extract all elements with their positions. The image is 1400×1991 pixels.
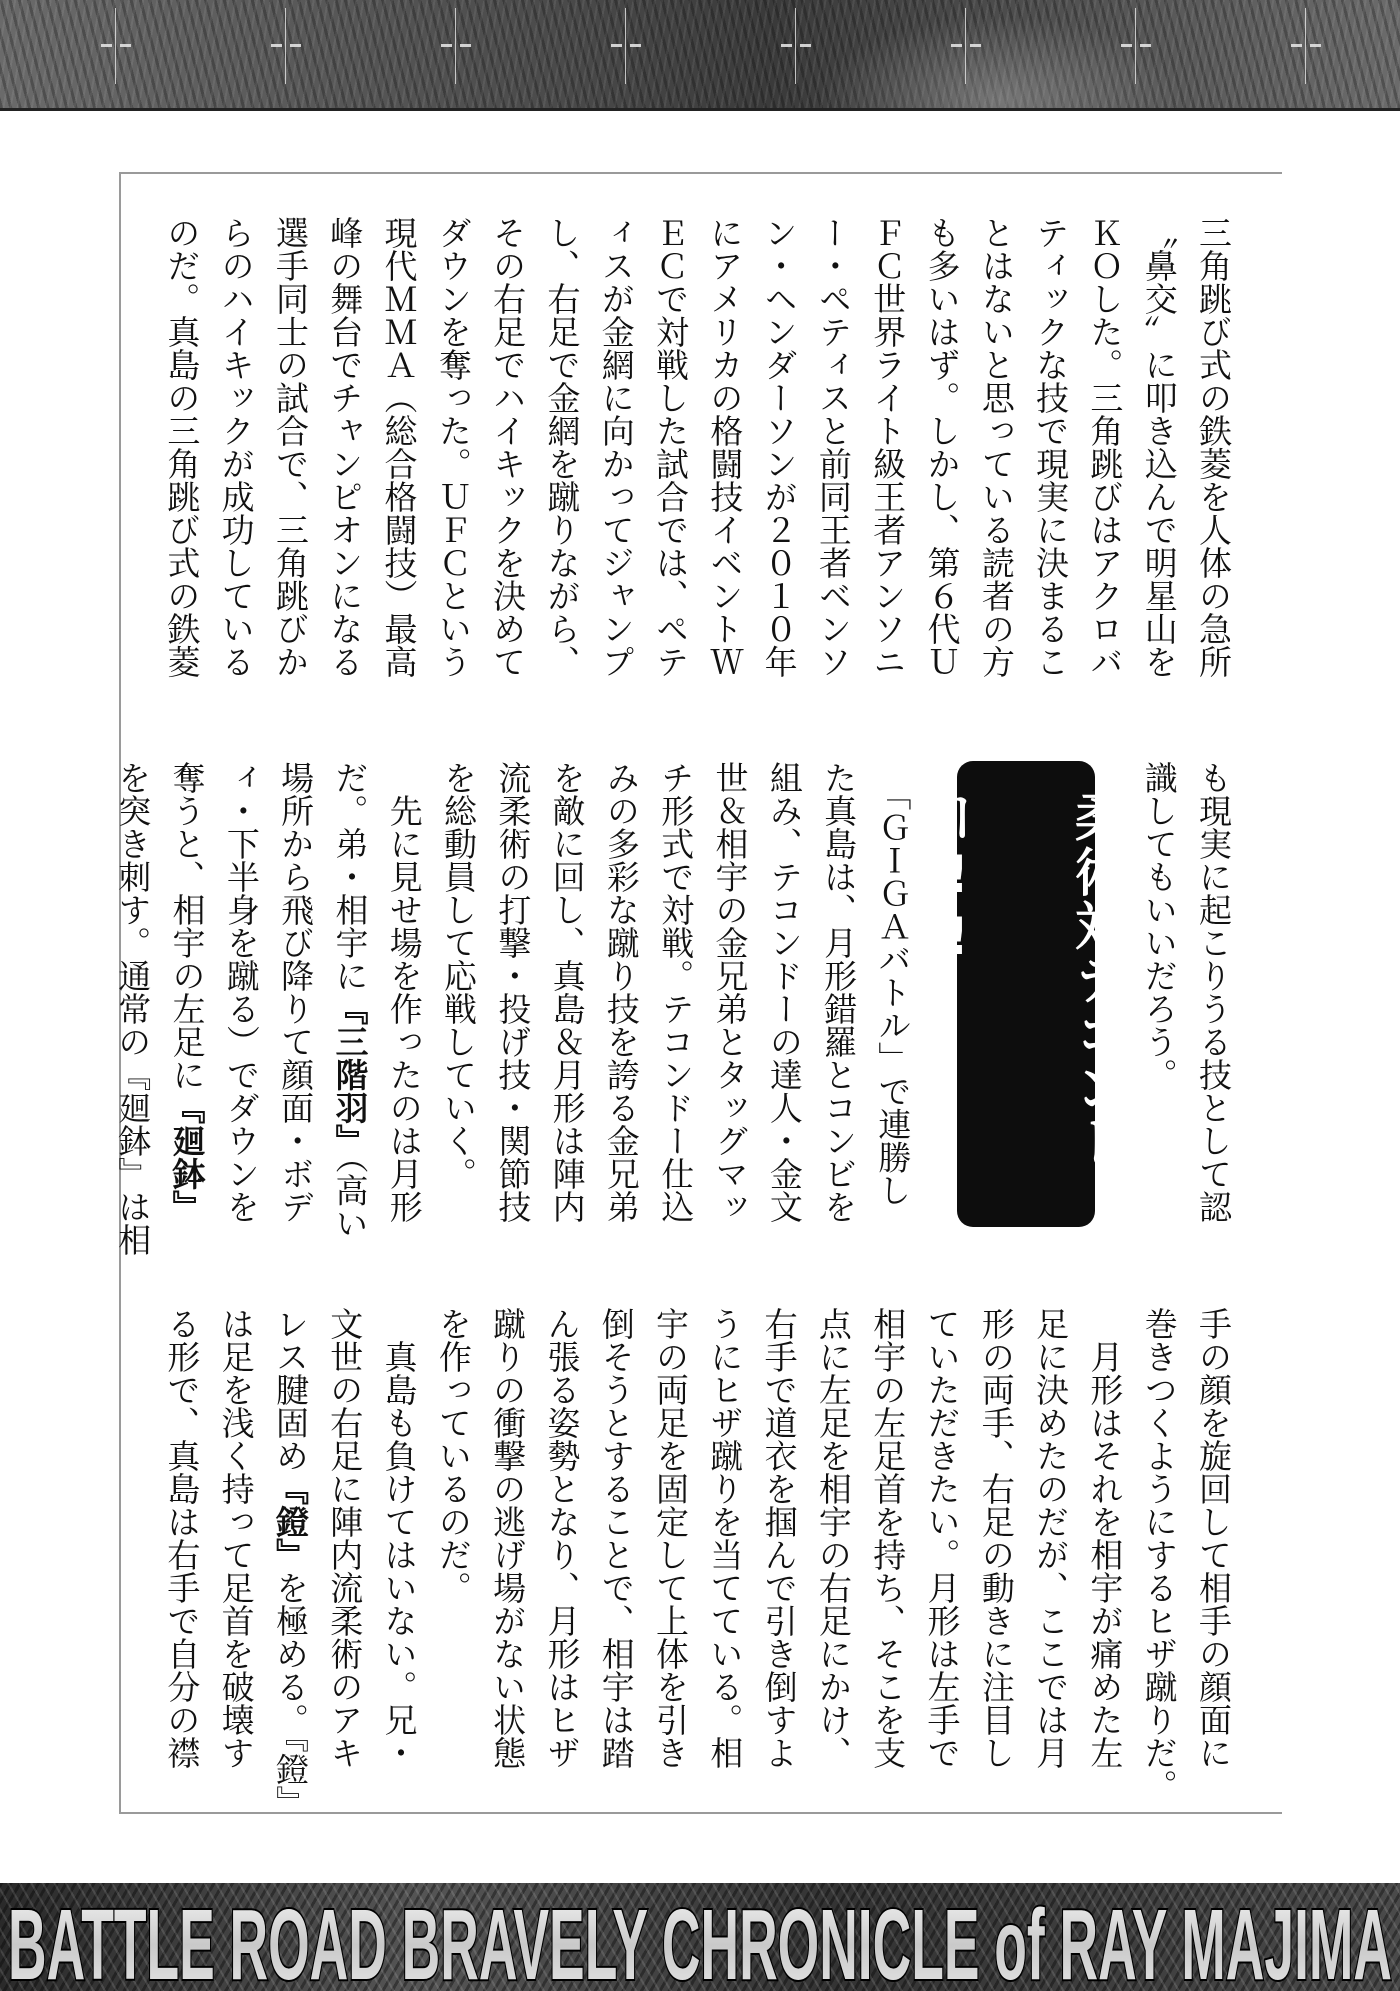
crosshair-mark-icon xyxy=(101,8,131,84)
text-column: 足に決めたのだが、ここでは月 xyxy=(1031,1307,1071,1769)
text-column: ー・ペティスと前同王者ベンソ xyxy=(813,216,853,678)
text-column: 真島も負けてはいない。兄・ xyxy=(379,1307,419,1769)
crosshair-mark-icon xyxy=(951,8,981,84)
text-column xyxy=(322,761,376,1240)
text-column: 点に左足を相宇の右足にかけ、 xyxy=(813,1307,853,1769)
technique-name: 『三階羽』 xyxy=(330,992,370,1157)
text-column: を突き刺す。通常の『廻鉢』は相 xyxy=(113,761,153,1256)
text-column: を総動員して応戦していく。 xyxy=(439,761,479,1190)
footer-banner xyxy=(0,1883,1400,1991)
text-column: を作っているのだ。 xyxy=(433,1307,473,1604)
text-column: 峰の舞台でチャンピオンになる xyxy=(325,216,365,678)
text-column: のだ。真島の三角跳び式の鉄菱 xyxy=(162,216,202,678)
text-column: 形の両手、右足の動きに注目し xyxy=(976,1307,1016,1769)
text-column: る形で、真島は右手で自分の襟 xyxy=(162,1307,202,1769)
text-column: みの多彩な蹴り技を誇る金兄弟 xyxy=(601,761,641,1223)
text-column: ＦＣ世界ライト級王者アンソニ xyxy=(868,216,908,678)
text-column: も多いはず。しかし、第６代Ｕ xyxy=(922,216,962,678)
text-column: 巻きつくようにするヒザ蹴りだ。 xyxy=(1139,1307,1179,1802)
text-column: ダウンを奪った。ＵＦＣという xyxy=(433,216,473,678)
text-column: を敵に回し、真島＆月形は陣内 xyxy=(547,761,587,1223)
text-column: 先に見せ場を作ったのは月形 xyxy=(384,761,424,1223)
crosshair-mark-icon xyxy=(441,8,471,84)
top-decorative-band xyxy=(0,0,1400,111)
text-column: も現実に起こりうる技として認 xyxy=(1194,761,1233,1223)
text-column: その右足でハイキックを決めて xyxy=(488,216,528,678)
text-column: チ形式で対戦。テコンドー仕込 xyxy=(656,761,696,1223)
article-block-top xyxy=(154,216,1240,686)
text-column: 場所から飛び降りて顔面・ボデ xyxy=(276,761,316,1223)
text-column: 手の顔を旋回して相手の顔面に xyxy=(1194,1307,1233,1769)
section-heading: 柔術対テコンドー!! xyxy=(957,761,1095,1227)
text-column: 組み、テコンドーの達人・金文 xyxy=(764,761,804,1223)
crosshair-mark-icon xyxy=(271,8,301,84)
text-column: 相宇の左足首を持ち、そこを支 xyxy=(868,1307,908,1769)
text-column: にアメリカの格闘技イベントＷ xyxy=(705,216,745,678)
text-column: ていただきたい。月形は左手で xyxy=(922,1307,962,1769)
text-column: 識してもいいだろう。 xyxy=(1139,761,1179,1091)
text-column: ＥＣで対戦した試合では、ペテ xyxy=(651,216,691,678)
text-column: とはないと思っている読者の方 xyxy=(976,216,1016,678)
text-column: 現代ＭＭＡ（総合格闘技）最高 xyxy=(379,216,419,678)
text-column: た真島は、月形錯羅とコンビを xyxy=(819,761,859,1223)
technique-name: 『廻鉢』 xyxy=(167,1091,207,1223)
text-column: 月形はそれを相宇が痛めた左 xyxy=(1085,1307,1125,1769)
footer-title-art xyxy=(0,1883,1400,1991)
text-column: 流柔術の打撃・投げ技・関節技 xyxy=(493,761,533,1223)
text-segment: 奪うと、相宇の左足に xyxy=(167,761,207,1091)
crosshair-mark-icon xyxy=(781,8,811,84)
text-column: 〝鼻交〟に叩き込んで明星山を xyxy=(1139,216,1179,678)
text-column: 三角跳び式の鉄菱を人体の急所 xyxy=(1194,216,1233,678)
text-column: ＫＯした。三角跳びはアクロバ xyxy=(1085,216,1125,678)
article-block-bottom xyxy=(154,1307,1240,1819)
text-column: ン・ヘンダーソンが２０１０年 xyxy=(759,216,799,678)
text-segment: だ。弟・相宇に xyxy=(330,761,370,992)
text-column: 「ＧＩＧＡバトル」で連勝し xyxy=(873,761,913,1207)
crosshair-mark-icon xyxy=(611,8,641,84)
text-column: 右手で道衣を掴んで引き倒すよ xyxy=(759,1307,799,1769)
text-column: ィスが金網に向かってジャンプ xyxy=(596,216,636,678)
text-column: は足を浅く持って足首を破壊す xyxy=(216,1307,256,1769)
text-column xyxy=(263,1307,317,1819)
text-column: うにヒザ蹴りを当てている。相 xyxy=(705,1307,745,1769)
technique-name: 『鐙』 xyxy=(270,1472,310,1571)
text-segment: を極める。『鐙』 xyxy=(270,1571,310,1819)
article-block-middle xyxy=(105,761,1240,1256)
crosshair-mark-icon xyxy=(1121,8,1151,84)
text-column: 文世の右足に陣内流柔術のアキ xyxy=(325,1307,365,1769)
text-column: ん張る姿勢となり、月形はヒザ xyxy=(542,1307,582,1769)
text-segment: （高い xyxy=(330,1157,370,1240)
text-column: 選手同士の試合で、三角跳びか xyxy=(270,216,310,678)
text-column: 倒そうとすることで、相宇は踏 xyxy=(596,1307,636,1769)
text-column: 世＆相宇の金兄弟とタッグマッ xyxy=(710,761,750,1223)
text-column: ィ・下半身を蹴る）でダウンを xyxy=(221,761,261,1223)
text-column: 宇の両足を固定して上体を引き xyxy=(651,1307,691,1769)
crosshair-mark-icon xyxy=(1291,8,1321,84)
footer-title: BATTLE ROAD BRAVELY CHRONICLE of RAY MAJIMA xyxy=(8,1889,1392,1991)
text-column: し、右足で金網を蹴りながら、 xyxy=(542,216,582,678)
text-column: らのハイキックが成功している xyxy=(216,216,256,678)
text-column: ティックな技で現実に決まるこ xyxy=(1031,216,1071,678)
text-segment: レス腱固め xyxy=(270,1307,310,1472)
text-column: 蹴りの衝撃の逃げ場がない状態 xyxy=(488,1307,528,1769)
text-column xyxy=(159,761,213,1231)
